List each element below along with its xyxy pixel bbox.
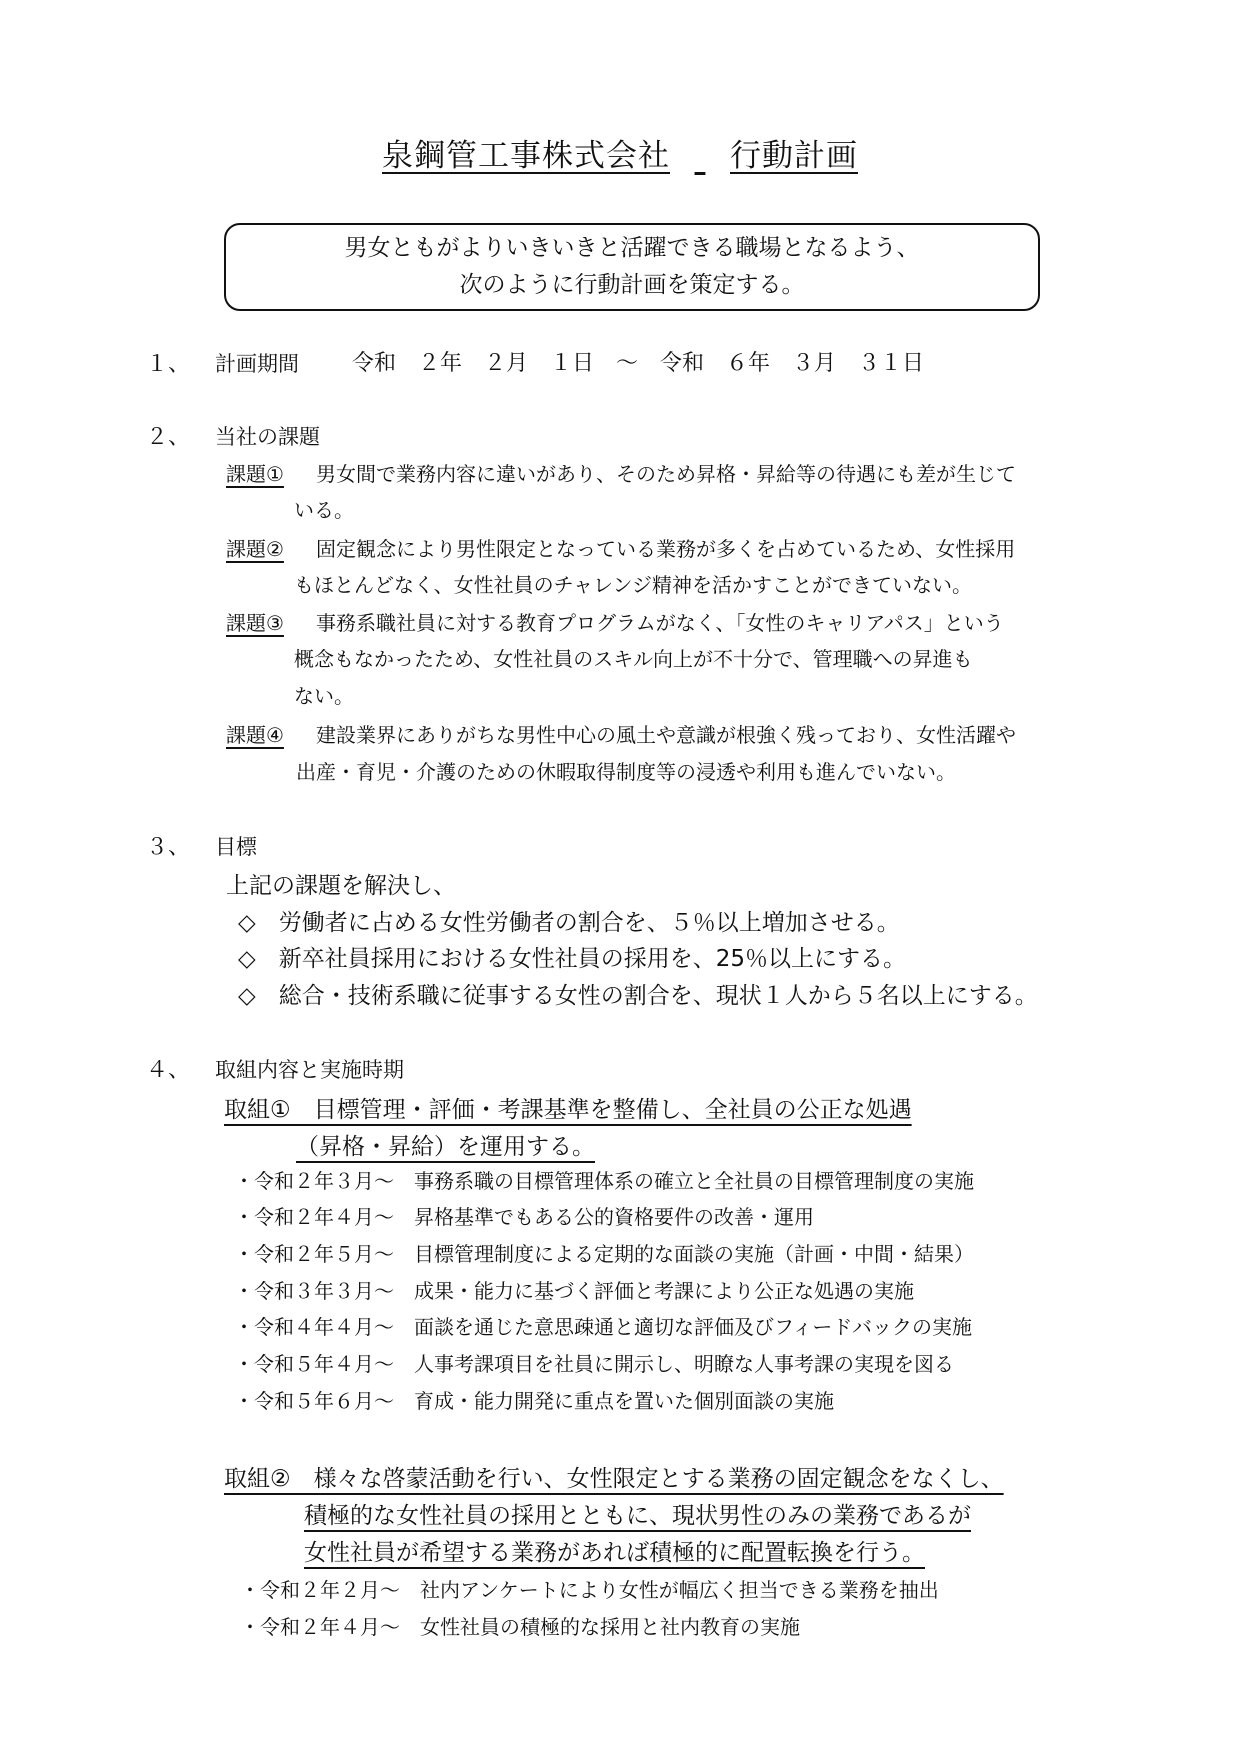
issue-3-line-3: ない。 bbox=[294, 684, 354, 708]
initiative-2-line-2: 積極的な女性社員の採用とともに、現状男性のみの業務であるが bbox=[304, 1503, 971, 1529]
issue-1-label: 課題① bbox=[226, 462, 284, 486]
issue-4-line-1: 建設業界にありがちな男性中心の風土や意識が根強く残っており、女性活躍や bbox=[316, 723, 1016, 747]
initiative-1-item-6: ・令和５年４月～ 人事考課項目を社員に開示し、明瞭な人事考課の実現を図る bbox=[234, 1352, 954, 1376]
page-title bbox=[0, 130, 1240, 175]
initiative-1-item-2: ・令和２年４月～ 昇格基準でもある公的資格要件の改善・運用 bbox=[234, 1205, 814, 1229]
intro-line-2: 次のように行動計画を策定する。 bbox=[459, 272, 805, 298]
title-company: 泉鋼管工事株式会社 bbox=[382, 138, 670, 174]
section3-heading: 目標 bbox=[215, 835, 257, 859]
initiative-2-line-3: 女性社員が希望する業務があれば積極的に配置転換を行う。 bbox=[304, 1540, 925, 1566]
issue-4-line-2: 出産・育児・介護のための休暇取得制度等の浸透や利用も進んでいない。 bbox=[296, 760, 956, 784]
title-gap bbox=[670, 138, 730, 174]
initiative-2-line-1: 取組② 様々な啓蒙活動を行い、女性限定とする業務の固定観念をなくし、 bbox=[224, 1466, 1004, 1492]
goal-item-2: ◇ 新卒社員採用における女性社員の採用を、25％以上にする。 bbox=[238, 946, 906, 972]
section1-period: 令和 ２年 ２月 １日 ～ 令和 ６年 ３月 ３１日 bbox=[352, 351, 925, 376]
initiative-1-line-1: 取組① 目標管理・評価・考課基準を整備し、全社員の公正な処遇 bbox=[224, 1097, 912, 1123]
issue-2-line-1: 固定観念により男性限定となっている業務が多くを占めているため、女性採用 bbox=[316, 537, 1016, 561]
initiative-1-item-1: ・令和２年３月～ 事務系職の目標管理体系の確立と全社員の目標管理制度の実施 bbox=[234, 1169, 974, 1193]
issue-3-line-1: 事務系職社員に対する教育プログラムがなく、「女性のキャリアパス」という bbox=[316, 611, 1004, 635]
issue-2-label: 課題② bbox=[226, 537, 284, 561]
goals-lead: 上記の課題を解決し、 bbox=[226, 873, 456, 899]
section4-heading: 取組内容と実施時期 bbox=[215, 1058, 404, 1082]
issue-1-line-1: 男女間で業務内容に違いがあり、そのため昇格・昇給等の待遇にも差が生じて bbox=[316, 462, 1016, 486]
section4-number: ４、 bbox=[146, 1058, 191, 1083]
issue-1-line-2: いる。 bbox=[294, 498, 354, 522]
issue-3-line-2: 概念もなかったため、女性社員のスキル向上が不十分で、管理職への昇進も bbox=[294, 647, 973, 671]
initiative-1-item-3: ・令和２年５月～ 目標管理制度による定期的な面談の実施（計画・中間・結果） bbox=[234, 1242, 974, 1266]
initiative-2-item-1: ・令和２年２月～ 社内アンケートにより女性が幅広く担当できる業務を抽出 bbox=[240, 1578, 939, 1602]
section1-number: １、 bbox=[146, 352, 191, 377]
initiative-2-item-2: ・令和２年４月～ 女性社員の積極的な採用と社内教育の実施 bbox=[240, 1615, 800, 1639]
initiative-1-item-4: ・令和３年３月～ 成果・能力に基づく評価と考課により公正な処遇の実施 bbox=[234, 1279, 914, 1303]
initiative-1-item-7: ・令和５年６月～ 育成・能力開発に重点を置いた個別面談の実施 bbox=[234, 1389, 834, 1413]
intro-line-1: 男女ともがよりいきいきと活躍できる職場となるよう、 bbox=[344, 235, 920, 261]
issue-3-label: 課題③ bbox=[226, 611, 284, 635]
section2-heading: 当社の課題 bbox=[215, 425, 320, 449]
intro-box bbox=[224, 223, 1040, 311]
title-plan: 行動計画 bbox=[730, 138, 858, 174]
section2-number: ２、 bbox=[146, 425, 191, 450]
goal-item-3: ◇ 総合・技術系職に従事する女性の割合を、現状１人から５名以上にする。 bbox=[238, 983, 1038, 1009]
section3-number: ３、 bbox=[146, 835, 191, 860]
goal-item-1: ◇ 労働者に占める女性労働者の割合を、５％以上増加させる。 bbox=[238, 910, 900, 936]
issue-2-line-2: もほとんどなく、女性社員のチャレンジ精神を活かすことができていない。 bbox=[294, 573, 972, 597]
initiative-1-line-2: （昇格・昇給）を運用する。 bbox=[296, 1134, 595, 1160]
issue-4-label: 課題④ bbox=[226, 723, 284, 747]
initiative-1-item-5: ・令和４年４月～ 面談を通じた意思疎通と適切な評価及びフィードバックの実施 bbox=[234, 1315, 972, 1339]
section1-heading: 計画期間 bbox=[215, 352, 299, 376]
